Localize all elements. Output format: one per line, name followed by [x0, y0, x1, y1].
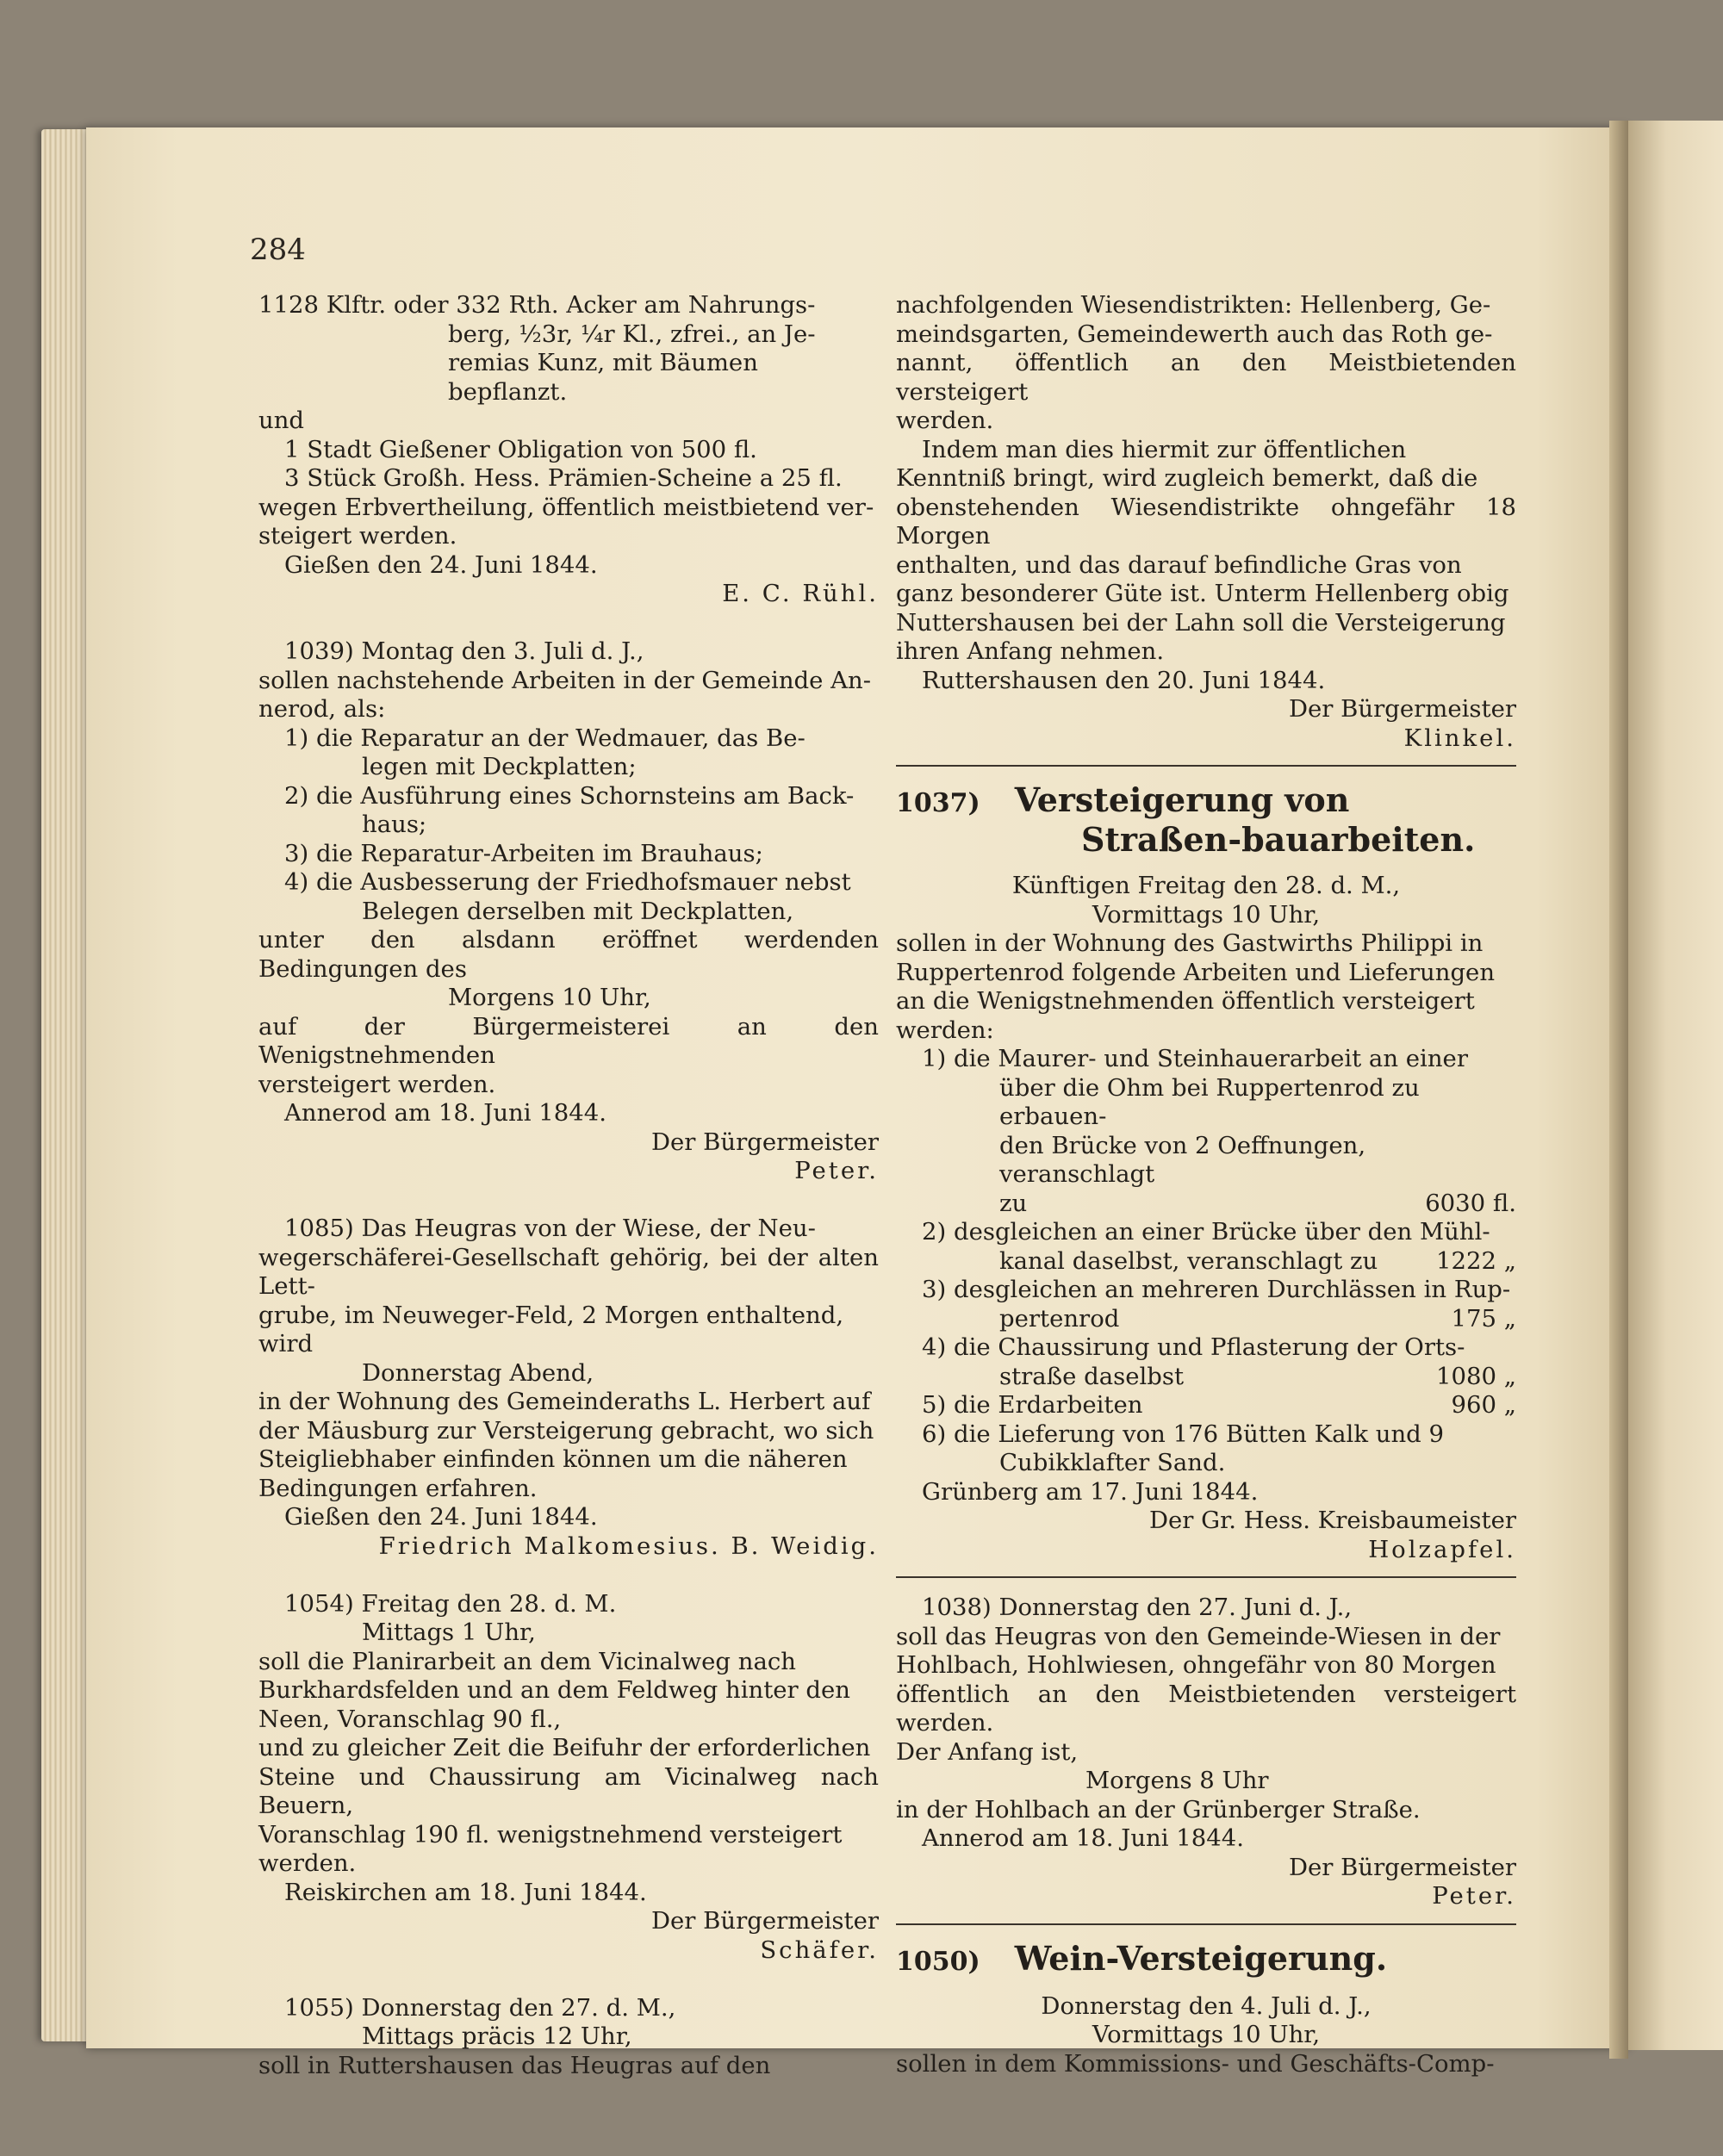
signature: E. C. Rühl. [722, 580, 879, 607]
text-line: Künftigen Freitag den 28. d. M., [1011, 872, 1401, 899]
text-line: werden. [258, 1849, 357, 1877]
signature: Peter. [794, 1157, 879, 1184]
text-line: öffentlich an den Meistbietenden versteigert werden. [896, 1680, 1516, 1737]
cost-amount: 6030 fl. [1425, 1189, 1516, 1217]
notice-start-1055: 1055) Donnerstag den 27. d. M., [284, 1993, 676, 2022]
text-line: wegen Erbvertheilung, öffentlich meistbietend ver- [258, 493, 874, 521]
text-line: versteigert werden. [258, 1070, 496, 1098]
signature-title: Der Bürgermeister [650, 1128, 879, 1156]
text-line: in der Hohlbach an der Grünberger Straße. [896, 1795, 1421, 1824]
date-line: Annerod am 18. Juni 1844. [284, 1099, 607, 1127]
spacer [896, 858, 1516, 872]
text-line: Burkhardsfelden und an dem Feldweg hinter den [258, 1676, 851, 1704]
page-number: 284 [250, 233, 306, 267]
text-line: Steigliebhaber einfinden können um die näheren [258, 1445, 848, 1473]
text-line: steigert werden. [258, 522, 457, 550]
list-item-cont: über die Ohm bei Ruppertenrod zu erbauen- [999, 1073, 1420, 1130]
text-line: Vormittags 10 Uhr, [1092, 2021, 1321, 2048]
notice-heading-1050 [896, 1938, 1516, 1980]
text-line: 3 Stück Großh. Hess. Prämien-Scheine a 25 fl. [284, 464, 843, 492]
text-line: auf der Bürgermeisterei an den Wenigstnehmenden [258, 1012, 879, 1069]
list-item: 1) die Reparatur an der Wedmauer, das Be- [284, 724, 806, 752]
book-page-edges [41, 129, 93, 2041]
notice-start-1054: 1054) Freitag den 28. d. M. [284, 1589, 617, 1618]
list-item: 1) die Maurer- und Steinhauerarbeit an einer [922, 1045, 1468, 1072]
notice-number: 1050) [896, 1946, 980, 1977]
spacer [258, 609, 879, 638]
cost-amount: 960 „ [1451, 1391, 1516, 1419]
date-line: Ruttershausen den 20. Juni 1844. [922, 666, 1326, 694]
text-line: nannt, öffentlich an den Meistbietenden versteigert [896, 349, 1516, 406]
text-line: unter den alsdann eröffnet werdenden Bedingungen des [258, 926, 879, 983]
list-item-cont: pertenrod 175 „ [999, 1304, 1516, 1333]
right-column [896, 291, 1516, 2078]
spacer [258, 1965, 879, 1994]
signature: Schäfer. [760, 1935, 879, 1964]
text-line: remias Kunz, mit Bäumen bepflanzt. [448, 349, 758, 406]
text-line: Donnerstag Abend, [362, 1358, 594, 1387]
list-item: 4) die Ausbesserung der Friedhofsmauer nebst [284, 868, 851, 896]
list-item-cont: kanal daselbst, veranschlagt zu 1222 „ [999, 1246, 1516, 1275]
section-divider [896, 1923, 1516, 1925]
text-line: Indem man dies hiermit zur öffentlichen [922, 435, 1407, 463]
date-line: Gießen den 24. Juni 1844. [284, 1503, 598, 1531]
list-item: 6) die Lieferung von 176 Bütten Kalk und 9 [922, 1420, 1445, 1448]
cost-amount: 1080 „ [1436, 1362, 1516, 1390]
signature-title: Der Gr. Hess. Kreisbaumeister [1148, 1507, 1516, 1534]
text-line: und zu gleicher Zeit die Beifuhr der erforderlichen [258, 1734, 871, 1761]
text-line: enthalten, und das darauf befindliche Gras von [896, 550, 1462, 579]
text-line: ihren Anfang nehmen. [896, 637, 1165, 665]
text-line: Morgens 10 Uhr, [448, 984, 651, 1011]
text-line: Mittags 1 Uhr, [362, 1619, 536, 1646]
text-line: in der Wohnung des Gemeinderaths L. Herbert auf [258, 1388, 871, 1415]
date-line: Gießen den 24. Juni 1844. [284, 550, 598, 579]
text-line: soll die Planirarbeit an dem Vicinalweg nach [258, 1647, 796, 1675]
notice-start-1085: 1085) Das Heugras von der Wiese, der Neu- [284, 1215, 816, 1242]
list-item-cont: Belegen derselben mit Deckplatten, [362, 897, 794, 925]
text-line: Steine und Chaussirung am Vicinalweg nach Beuern, [258, 1762, 879, 1819]
notice-title: Wein-Versteigerung. [1014, 1938, 1388, 1978]
signature: Peter. [1432, 1882, 1516, 1910]
text-line: Ruppertenrod folgende Arbeiten und Lieferungen [896, 958, 1496, 986]
text-line: nerod, als: [258, 695, 386, 723]
signature-title: Der Bürgermeister [650, 1907, 879, 1935]
list-item-cont: haus; [362, 811, 427, 838]
list-item-cont: Cubikklafter Sand. [999, 1449, 1226, 1476]
list-item: 2) die Ausführung eines Schornsteins am Back- [284, 781, 855, 810]
section-divider [896, 1576, 1516, 1578]
cost-amount: 1222 „ [1436, 1246, 1516, 1275]
text-line: sollen in der Wohnung des Gastwirths Philippi in [896, 929, 1484, 957]
text-line: werden: [896, 1016, 994, 1044]
list-item: 4) die Chaussirung und Pflasterung der Orts- [922, 1333, 1465, 1361]
list-item-cont: zu 6030 fl. [999, 1189, 1516, 1217]
list-item-cont: legen mit Deckplatten; [362, 753, 637, 780]
text-line: werden. [896, 407, 994, 434]
text-line: grube, im Neuweger-Feld, 2 Morgen enthaltend, [258, 1301, 844, 1329]
text-line: der Mäusburg zur Versteigerung gebracht, wo sich [258, 1416, 874, 1445]
spacer [896, 1980, 1516, 1992]
text-line: und [258, 407, 305, 434]
text-line: obenstehenden Wiesendistrikte ohngefähr 18 Morgen [896, 493, 1516, 550]
text-line: Neen, Voranschlag 90 fl., [258, 1705, 562, 1733]
text-line: nachfolgenden Wiesendistrikten: Hellenberg, Ge- [896, 291, 1491, 319]
spacer [258, 1186, 879, 1215]
notice-heading-1037 [896, 782, 1516, 858]
text-line: sollen nachstehende Arbeiten in der Gemeinde An- [258, 666, 872, 694]
text-line: wegerschäferei-Gesellschaft gehörig, bei der alten Lett- [258, 1243, 879, 1300]
text-line: Voranschlag 190 fl. wenigstnehmend versteigert [258, 1820, 843, 1848]
section-divider [896, 765, 1516, 767]
text-line: wird [258, 1330, 314, 1358]
text-line: Kenntniß bringt, wird zugleich bemerkt, daß die [896, 464, 1478, 492]
text-line: sollen in dem Kommissions- und Geschäfts-Comp- [896, 2049, 1495, 2078]
text-line: Mittags präcis 12 Uhr, [362, 2022, 632, 2050]
adjacent-page-edge [1628, 121, 1723, 2050]
date-line: Annerod am 18. Juni 1844. [922, 1824, 1245, 1852]
list-item-cont: den Brücke von 2 Oeffnungen, veranschlagt [999, 1131, 1366, 1188]
date-line: Reiskirchen am 18. Juni 1844. [284, 1878, 647, 1906]
spacer [258, 1561, 879, 1590]
text-line: an die Wenigstnehmenden öffentlich versteigert [896, 987, 1475, 1015]
text-line: 1128 Klftr. oder 332 Rth. Acker am Nahrungs- [258, 291, 816, 319]
text-line: soll in Ruttershausen das Heugras auf den [258, 2051, 771, 2079]
signature-title: Der Bürgermeister [1288, 1853, 1516, 1881]
signature: Friedrich Malkomesius. B. Weidig. [378, 1532, 879, 1560]
text-line: Vormittags 10 Uhr, [1092, 900, 1321, 929]
text-line: Nuttershausen bei der Lahn soll die Versteigerung [896, 608, 1506, 637]
signature-title: Der Bürgermeister [1288, 695, 1516, 723]
notice-start-1039: 1039) Montag den 3. Juli d. J., [284, 637, 644, 665]
book-spine [1609, 121, 1628, 2059]
text-line: berg, ½3r, ¼r Kl., zfrei., an Je- [448, 320, 816, 348]
text-line: Hohlbach, Hohlwiesen, ohngefähr von 80 Morgen [896, 1651, 1496, 1679]
list-item-cont: straße daselbst 1080 „ [999, 1362, 1516, 1390]
text-line: ganz besonderer Güte ist. Unterm Hellenberg obig [896, 580, 1509, 607]
cost-amount: 175 „ [1451, 1304, 1516, 1333]
list-item: 2) desgleichen an einer Brücke über den Mühl- [922, 1218, 1490, 1246]
text-line: meindsgarten, Gemeindewerth auch das Roth ge- [896, 320, 1493, 348]
list-item: 3) die Reparatur-Arbeiten im Brauhaus; [284, 839, 763, 867]
left-column [258, 291, 879, 2080]
notice-start-1038: 1038) Donnerstag den 27. Juni d. J., [922, 1594, 1353, 1621]
text-line: 1 Stadt Gießener Obligation von 500 fl. [284, 435, 757, 463]
text-line: Donnerstag den 4. Juli d. J., [1041, 1991, 1372, 2020]
notice-number: 1037) [896, 788, 980, 818]
list-item: 3) desgleichen an mehreren Durchlässen in Rup- [922, 1276, 1511, 1303]
signature: Klinkel. [1403, 724, 1516, 752]
text-line: Morgens 8 Uhr [1085, 1767, 1269, 1794]
signature: Holzapfel. [1368, 1535, 1516, 1563]
text-line: Der Anfang ist, [896, 1737, 1079, 1766]
date-line: Grünberg am 17. Juni 1844. [922, 1477, 1259, 1506]
list-item: 5) die Erdarbeiten 960 „ [922, 1391, 1516, 1419]
notice-title: Versteigerung von Straßen-bauarbeiten. [1014, 780, 1476, 859]
text-line: Bedingungen erfahren. [258, 1474, 538, 1502]
text-line: soll das Heugras von den Gemeinde-Wiesen in der [896, 1622, 1501, 1650]
